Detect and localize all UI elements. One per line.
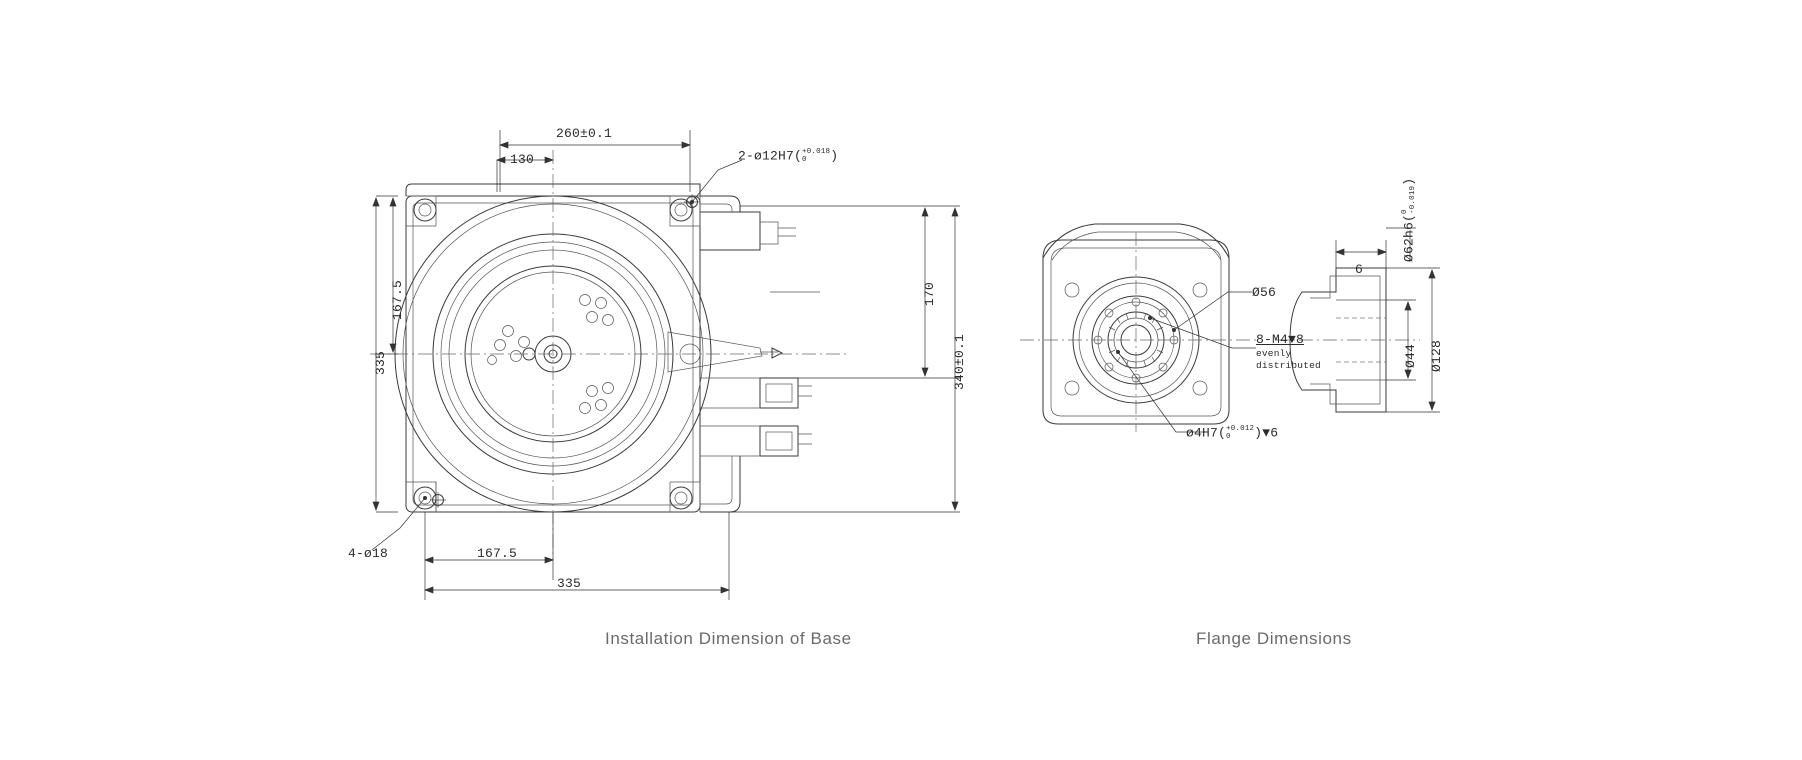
note-locating-tolerance xyxy=(1226,425,1254,441)
note-locating-tol-lower: 0 xyxy=(1226,433,1231,441)
dim-spigot-paren-open: ( xyxy=(1401,213,1417,222)
note-locating-depth-symbol: ▼ xyxy=(1262,425,1271,441)
dim-top-half: 130 xyxy=(510,152,535,167)
dim-depth: 6 xyxy=(1355,262,1364,277)
dim-spigot-tolerance xyxy=(1401,186,1417,214)
note-dowel-paren-open: ( xyxy=(794,148,803,164)
note-locating-paren-open: ( xyxy=(1218,425,1227,441)
note-dowel-tolerance xyxy=(802,148,830,164)
note-mount-holes: 4-ø18 xyxy=(348,546,389,561)
note-locating-label: ø4H7 xyxy=(1186,425,1219,441)
note-dowel-label: 2-ø12H7 xyxy=(738,148,795,164)
note-tapped-line2: distributed xyxy=(1256,360,1321,371)
dim-inner-bore: Ø44 xyxy=(1403,343,1418,368)
note-tapped-depth: 8 xyxy=(1296,332,1305,347)
note-dowel-tol-lower: 0 xyxy=(802,156,807,164)
dim-left-half: 167.5 xyxy=(390,279,405,320)
note-locating-tol-upper: +0.012 xyxy=(1226,425,1255,433)
note-locating-hole xyxy=(1186,425,1278,441)
dim-spigot-paren-close: ) xyxy=(1401,177,1417,186)
note-tapped-label: 8-M4 xyxy=(1256,332,1289,347)
flange-front-geometry xyxy=(1020,224,1260,432)
dim-bolt-circle: Ø56 xyxy=(1252,285,1277,300)
note-dowel-paren-close: ) xyxy=(830,148,839,164)
caption-base: Installation Dimension of Base xyxy=(605,629,852,648)
note-dowel-tol-upper: +0.018 xyxy=(802,148,831,156)
dim-left-overall: 335 xyxy=(373,350,388,375)
base-view-geometry xyxy=(370,130,960,600)
note-dowel-holes xyxy=(738,148,838,164)
dim-bottom-overall: 335 xyxy=(557,576,582,591)
caption-flange: Flange Dimensions xyxy=(1196,629,1352,648)
note-tapped-holes xyxy=(1256,332,1304,347)
dim-outer: Ø128 xyxy=(1429,339,1444,372)
dim-spigot-label: Ø62h6 xyxy=(1401,221,1417,262)
dim-spigot-tol-lower: -0.019 xyxy=(1409,185,1417,214)
note-locating-paren-close: ) xyxy=(1254,425,1263,441)
dim-right-overall: 340±0.1 xyxy=(952,333,967,390)
dim-spigot-tol-upper: 0 xyxy=(1401,209,1409,214)
note-tapped-depth-symbol: ▼ xyxy=(1288,332,1297,347)
note-tapped-line1: evenly xyxy=(1256,348,1292,359)
note-locating-depth: 6 xyxy=(1270,425,1279,441)
dim-bottom-half: 167.5 xyxy=(477,546,518,561)
dim-top-overall: 260±0.1 xyxy=(556,126,613,141)
dim-spigot xyxy=(1401,178,1417,262)
dim-right-upper: 170 xyxy=(922,281,937,306)
